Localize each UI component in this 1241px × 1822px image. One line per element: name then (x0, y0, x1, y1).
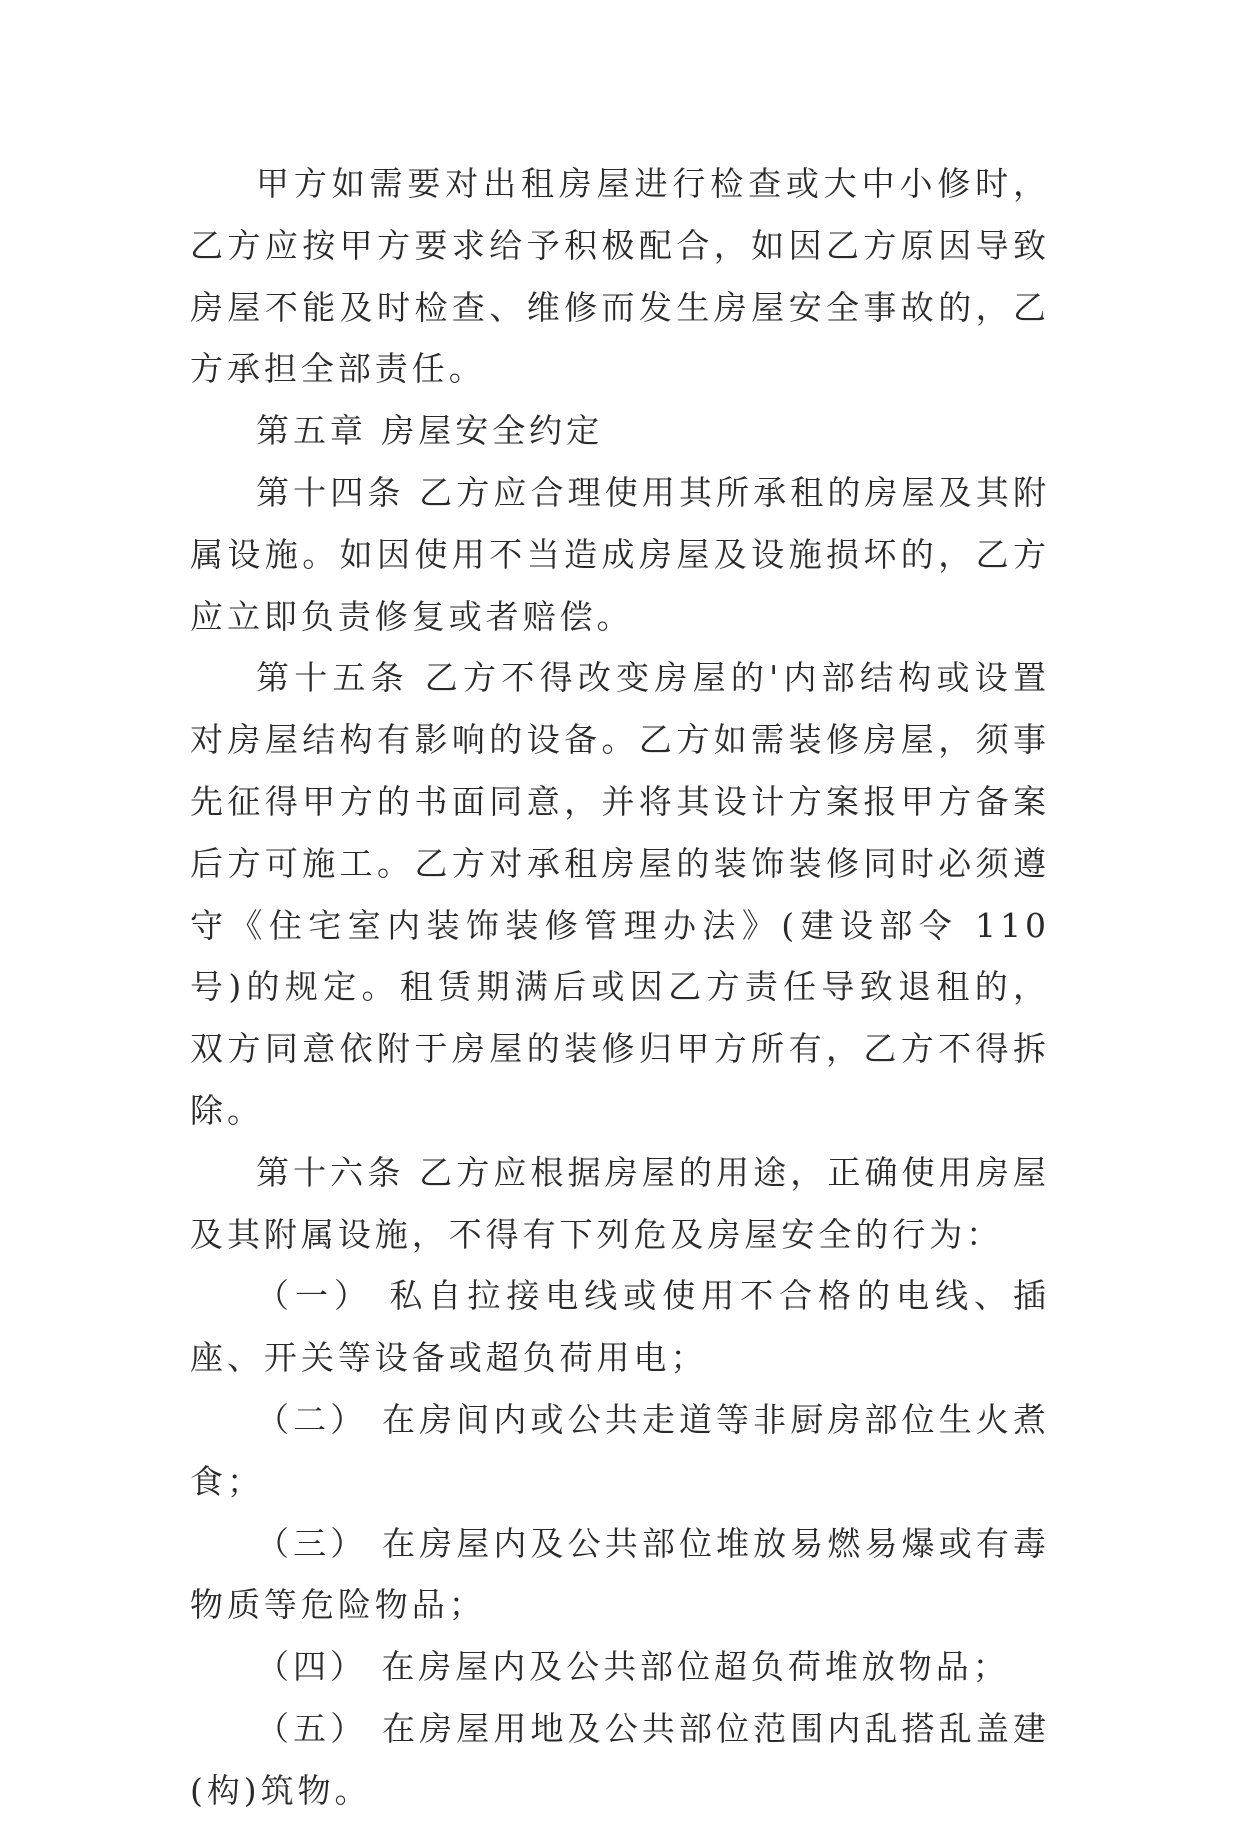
article-16-item-5: （五） 在房屋用地及公共部位范围内乱搭乱盖建(构)筑物。 (190, 1708, 1050, 1810)
paragraph-repair-inspection: 甲方如需要对出租房屋进行检查或大中小修时，乙方应按甲方要求给予积极配合，如因乙方原因导致房屋不能及时检查、维修而发生房屋安全事故的，乙方承担全部责任。 (190, 164, 1050, 389)
document-body (190, 153, 1050, 1822)
article-16-item-1: （一） 私自拉接电线或使用不合格的电线、插座、开关等设备或超负荷用电； (190, 1276, 1050, 1378)
article-16-item-4: （四） 在房屋内及公共部位超负荷堆放物品； (256, 1647, 1010, 1687)
chapter-heading: 第五章 房屋安全约定 (256, 411, 604, 451)
article-14: 第十四条 乙方应合理使用其所承租的房屋及其附属设施。如因使用不当造成房屋及设施损坏的，乙方应立即负责修复或者赔偿。 (190, 472, 1050, 636)
article-16-item-2: （二） 在房间内或公共走道等非厨房部位生火煮食； (190, 1399, 1050, 1501)
article-16-item-3: （三） 在房屋内及公共部位堆放易燃易爆或有毒物质等危险物品； (190, 1523, 1050, 1625)
article-15: 第十五条 乙方不得改变房屋的'内部结构或设置对房屋结构有影响的设备。乙方如需装修房屋，须事先征得甲方的书面同意，并将其设计方案报甲方备案后方可施工。乙方对承租房屋的装饰装修同时必须遵守《住宅室内装饰装修管理办法》(建设部令 110 号)的规定。租赁期满后或因乙方责任导致退租的，双方同意依附于房屋的装修归甲方所有，乙方不得拆除。 (190, 658, 1050, 1130)
article-16: 第十六条 乙方应根据房屋的用途，正确使用房屋及其附属设施，不得有下列危及房屋安全的行为： (190, 1152, 1050, 1254)
